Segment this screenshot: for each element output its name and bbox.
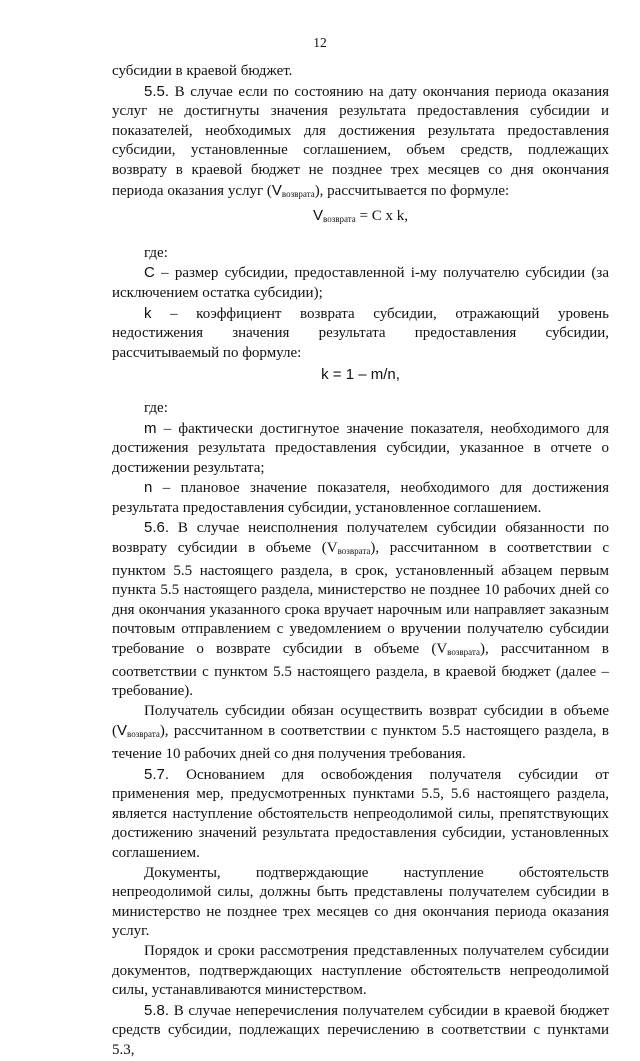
subscript: возврата — [447, 647, 480, 658]
text: где: — [144, 399, 168, 416]
clause-number: 5.7. — [144, 765, 170, 783]
text: ), рассчитанном в соответствии с пунктом 5.5 настоящего раздела, в срок, установленный абзацем первым пункта 5.5 настоящего раздела, министерство не позднее 10 рабочих дней со дня окончания указанного срока вручает нарочным или направляет заказным почтовым отправлением с уведомлением о вручении получателю субсидии требование о возврате субсидии в объеме (V — [112, 540, 609, 658]
formula-v-return — [112, 206, 609, 230]
subscript: возврата — [337, 546, 371, 557]
symbol-v: V — [271, 181, 282, 199]
symbol-v: V — [312, 207, 323, 225]
text: В случае неперечисления получателем субсидии в краевой бюджет средств субсидии, подлежащих перечислению в соответствии с пунктами 5.3, — [112, 1002, 609, 1058]
text: – размер субсидии, предоставленной i-му получателю субсидии (за исключением остатка субсидии); — [112, 265, 609, 301]
symbol-m: m — [144, 419, 157, 437]
symbol-c: С — [144, 264, 155, 282]
text: – коэффициент возврата субсидии, отражающий уровень недостижения значения результата предоставления субсидии, рассчитываемый по формуле: — [112, 305, 609, 361]
text: субсидии в краевой бюджет. — [112, 63, 293, 79]
formula-rest: = C x k, — [355, 208, 409, 225]
text: – фактически достигнутое значение показателя, необходимого для достижения результата предоставления субсидии, указанное в отчете о достижении результата; — [112, 420, 609, 476]
text: Документы, подтверждающие наступление обстоятельств непреодолимой силы, должны быть представлены получателем субсидии в министерство не позднее трех месяцев со дня окончания периода оказания услуг. — [112, 864, 609, 940]
clause-number: 5.6. — [144, 519, 170, 537]
text: ), рассчитывается по формуле: — [314, 182, 510, 199]
text: Порядок и сроки рассмотрения представленных получателем субсидии документов, подтверждающих наступление обстоятельств непреодолимой силы, устанавливаются министерством. — [112, 942, 609, 999]
paragraph-5-8 — [112, 1001, 609, 1061]
definition-n — [112, 478, 609, 518]
text: В случае если по состоянию на дату окончания периода оказания услуг не достигнуты значения результата предоставления субсидии и показателей, необходимых для достижения результата предоставления субсидии, установленные соглашением, объем средств, подлежащих возврату в краевой бюджет не позднее трех месяцев со дня окончания периода оказания услуг ( — [112, 83, 609, 199]
paragraph-5-7-documents — [112, 864, 609, 942]
clause-number: 5.5. — [144, 82, 170, 100]
definition-k — [112, 304, 609, 364]
text: где: — [144, 244, 168, 261]
subscript: возврата — [323, 214, 356, 225]
symbol-v: V — [117, 722, 128, 740]
text: Получатель субсидии обязан осуществить возврат субсидии в объеме ( — [112, 702, 609, 740]
text: – плановое значение показателя, необходимого для достижения результата предоставления субсидии, установленное соглашением. — [112, 480, 609, 516]
formula-k: k = 1 – m/n, — [321, 366, 400, 384]
paragraph-5-7 — [112, 765, 609, 864]
subscript: возврата — [127, 729, 160, 740]
text: В случае неисполнения получателем субсидии обязанности по возврату субсидии в объеме (V — [112, 520, 609, 557]
paragraph-5-6-obligation — [112, 702, 609, 765]
definition-c — [112, 263, 609, 303]
where-label — [112, 244, 609, 264]
document-body — [112, 62, 609, 1061]
page-number: 12 — [313, 35, 327, 50]
paragraph-5-5 — [112, 82, 609, 205]
paragraph-continuation — [112, 62, 609, 82]
paragraph-5-6 — [112, 518, 609, 701]
where-label — [112, 399, 609, 419]
symbol-n: n — [144, 479, 153, 497]
subscript: возврата — [281, 188, 315, 199]
paragraph-5-7-procedure — [112, 942, 609, 1001]
symbol-k: k — [144, 304, 152, 322]
definition-m — [112, 419, 609, 479]
text: ), рассчитанном в соответствии с пунктом 5.5 настоящего раздела, в течение 10 рабочих дней со дня получения требования. — [112, 723, 609, 762]
text: Основанием для освобождения получателя субсидии от применения мер, предусмотренных пунктами 5.5, 5.6 настоящего раздела, является наступление обстоятельств непреодолимой силы, препятствующих достижению значений результата предоставления субсидии, установленных соглашением. — [112, 766, 609, 861]
text: ), рассчитанном в соответствии с пунктом 5.5 настоящего раздела, в краевой бюджет (далее – требование). — [112, 641, 609, 700]
clause-number: 5.8. — [144, 1001, 170, 1019]
